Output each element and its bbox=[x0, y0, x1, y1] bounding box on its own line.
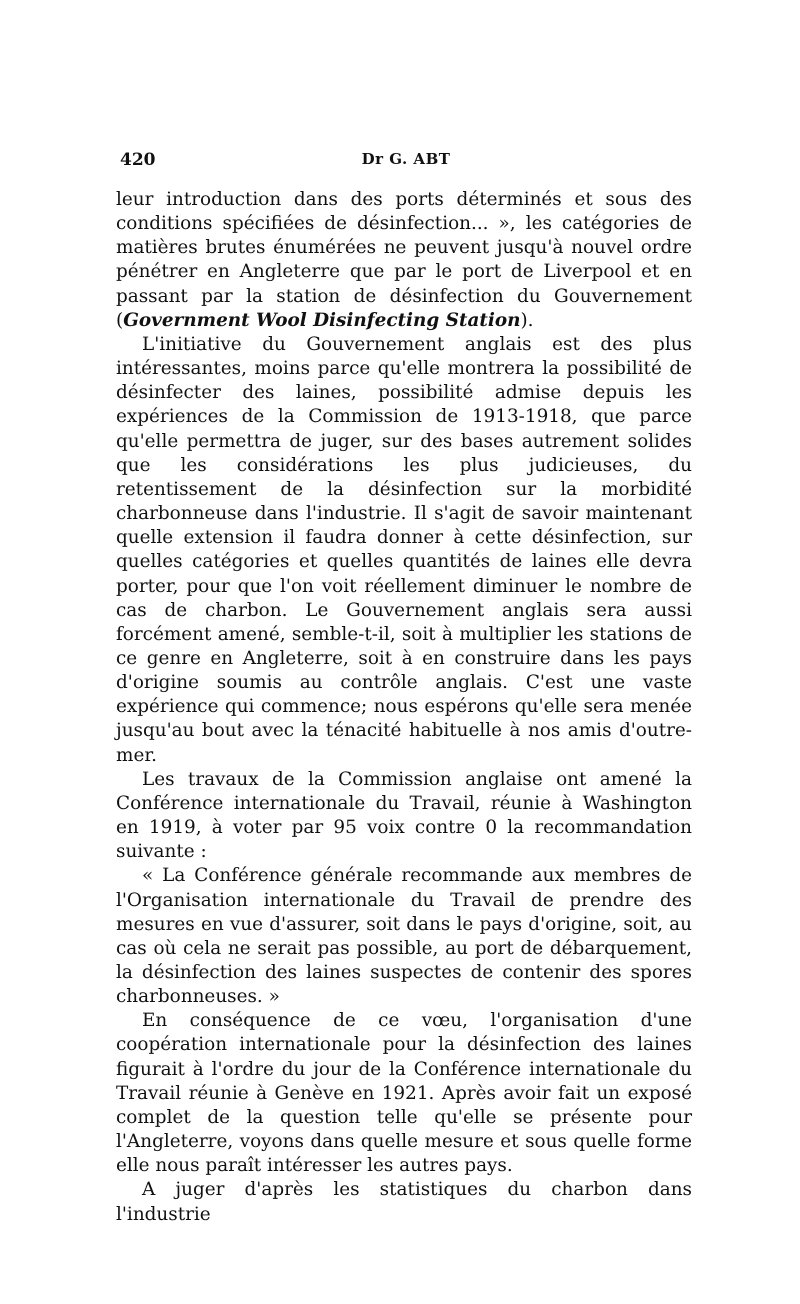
running-head: Dr G. ABT bbox=[361, 150, 451, 168]
paragraph: En conséquence de ce vœu, l'organisation d'une coopération internationale pour la désinfection des laines figurait à l'ordre du jour de la Conférence internationale du Travail réunie à Genève en 1921. Après avoir fait un exposé complet de la question telle qu'elle se présente pour l'Angleterre, voyons dans quelle mesure et sous quelle forme elle nous paraît intéresser les autres pays. bbox=[116, 1010, 692, 1177]
page-header bbox=[120, 150, 692, 176]
paragraph-continuation bbox=[116, 188, 692, 333]
italic-title: Government Wool Disinfecting Station bbox=[123, 309, 521, 331]
quoted-recommendation: « La Conférence générale recommande aux membres de l'Organisation internationale du Travail de prendre des mesures en vue d'assurer, soit dans le pays d'origine, soit, au cas où cela ne serait pas possible, au port de débarquement, la désinfection des laines suspectes de contenir des spores charbonneuses. » bbox=[116, 865, 692, 1008]
paragraph: A juger d'après les statistiques du charbon dans l'industrie bbox=[116, 1179, 692, 1225]
page-number: 420 bbox=[120, 150, 156, 170]
paragraph-text: ). bbox=[520, 309, 534, 331]
paragraph: Les travaux de la Commission anglaise ont amené la Conférence internationale du Travail, réunie à Washington en 1919, à voter par 95 voix contre 0 la recommandation suivante : bbox=[116, 768, 692, 863]
paragraph: L'initiative du Gouvernement anglais est des plus intéressantes, moins parce qu'elle montrera la possibilité de désinfecter des laines, possibilité admise depuis les expériences de la Commission de 1913-1918, que parce qu'elle permettra de juger, sur des bases autrement solides que les considérations les plus judicieuses, du retentissement de la désinfection sur la morbidité charbonneuse dans l'industrie. Il s'agit de savoir maintenant quelle extension il faudra donner à cette désinfection, sur quelles catégories et quelles quantités de laines elle devra porter, pour que l'on voit réellement diminuer le nombre de cas de charbon. Le Gouvernement anglais sera aussi forcément amené, semble-t-il, soit à multiplier les stations de ce genre en Angleterre, soit à en construire dans les pays d'origine soumis au contrôle anglais. C'est une vaste expérience qui commence; nous espérons qu'elle sera menée jusqu'au bout avec la ténacité habituelle à nos amis d'outre-mer. bbox=[116, 333, 692, 766]
body-text bbox=[116, 188, 692, 1227]
paragraph-text: leur introduction dans des ports déterminés et sous des conditions spécifiées de désinfection... », les catégories de matières brutes énumérées ne peuvent jusqu'à nouvel ordre pénétrer en Angleterre que par le port de Liverpool et en passant par la station de désinfection du Gouvernement ( bbox=[116, 189, 692, 331]
